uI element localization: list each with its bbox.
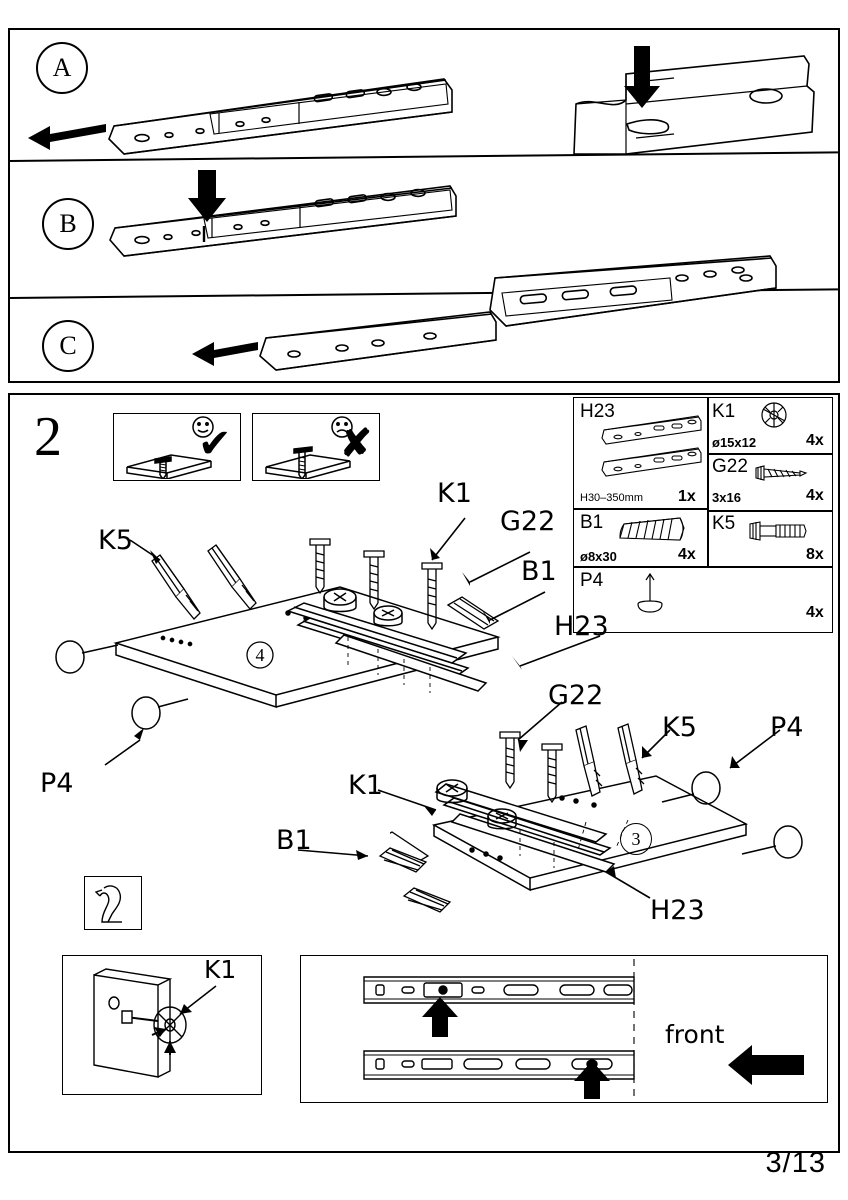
- part-spec-k1: ø15x12: [712, 435, 757, 450]
- part-icon-k1: [756, 400, 792, 434]
- step-letter-c: C: [59, 331, 77, 360]
- part-code-g22: G22: [712, 456, 748, 477]
- front-label: front: [665, 1020, 725, 1049]
- step-number: 2: [34, 406, 62, 468]
- part-qty-h23: 1x: [678, 488, 696, 505]
- part-code-h23: H23: [580, 401, 615, 422]
- k1-detail-label: K1: [204, 955, 237, 984]
- callout-k1-lower: K1: [348, 770, 383, 801]
- callout-g22-upper: G22: [500, 506, 556, 537]
- part-icon-k5: [748, 516, 814, 546]
- callout-k5-upper: K5: [98, 525, 133, 556]
- part-qty-b1: 4x: [678, 546, 696, 563]
- page-number: 3/13: [765, 1147, 826, 1179]
- slide-detail-drawing: [304, 959, 824, 1099]
- callout-g22-lower: G22: [548, 680, 604, 711]
- callout-h23-lower: H23: [650, 895, 705, 926]
- part-qty-p4: 4x: [806, 604, 824, 621]
- callout-k5-lower: K5: [662, 712, 697, 743]
- part-qty-k1: 4x: [806, 432, 824, 449]
- panel-number-3-text: 3: [631, 828, 641, 849]
- step-c-drawing: [190, 248, 830, 378]
- lower-callout-leaders: [250, 660, 848, 940]
- correct-check-mark: ✔: [198, 422, 232, 466]
- part-code-k1: K1: [712, 401, 736, 422]
- callout-k1-upper: K1: [437, 478, 472, 509]
- part-spec-b1: ø8x30: [580, 549, 617, 564]
- circle-letter-b: [42, 198, 94, 250]
- part-spec-h23: H30–350mm: [580, 492, 643, 504]
- part-code-k5: K5: [712, 513, 736, 534]
- part-qty-k5: 8x: [806, 546, 824, 563]
- hand-turn-icon: [88, 880, 138, 926]
- parts-table-row-divider-3: [707, 453, 832, 455]
- part-icon-g22: [752, 458, 808, 488]
- step-a-drawing: [14, 34, 834, 159]
- k1-detail-leader: [160, 980, 230, 1030]
- callout-p4-upper: P4: [40, 768, 74, 799]
- callout-h23-upper: H23: [554, 611, 609, 642]
- step-letter-a: A: [52, 53, 72, 82]
- part-code-b1: B1: [580, 512, 604, 533]
- step-letter-b: B: [59, 209, 77, 238]
- callout-b1-lower: B1: [276, 825, 312, 856]
- circle-letter-c: [42, 320, 94, 372]
- part-code-p4: P4: [580, 570, 604, 591]
- part-spec-g22: 3x16: [712, 490, 741, 505]
- part-qty-g22: 4x: [806, 487, 824, 504]
- callout-p4-lower: P4: [770, 712, 804, 743]
- wrong-cross-mark: ✘: [340, 423, 372, 465]
- panel-number-4-text: 4: [255, 644, 265, 665]
- parts-table-row-divider-4: [707, 510, 832, 512]
- callout-b1-upper: B1: [521, 556, 557, 587]
- parts-table-divider: [707, 398, 709, 566]
